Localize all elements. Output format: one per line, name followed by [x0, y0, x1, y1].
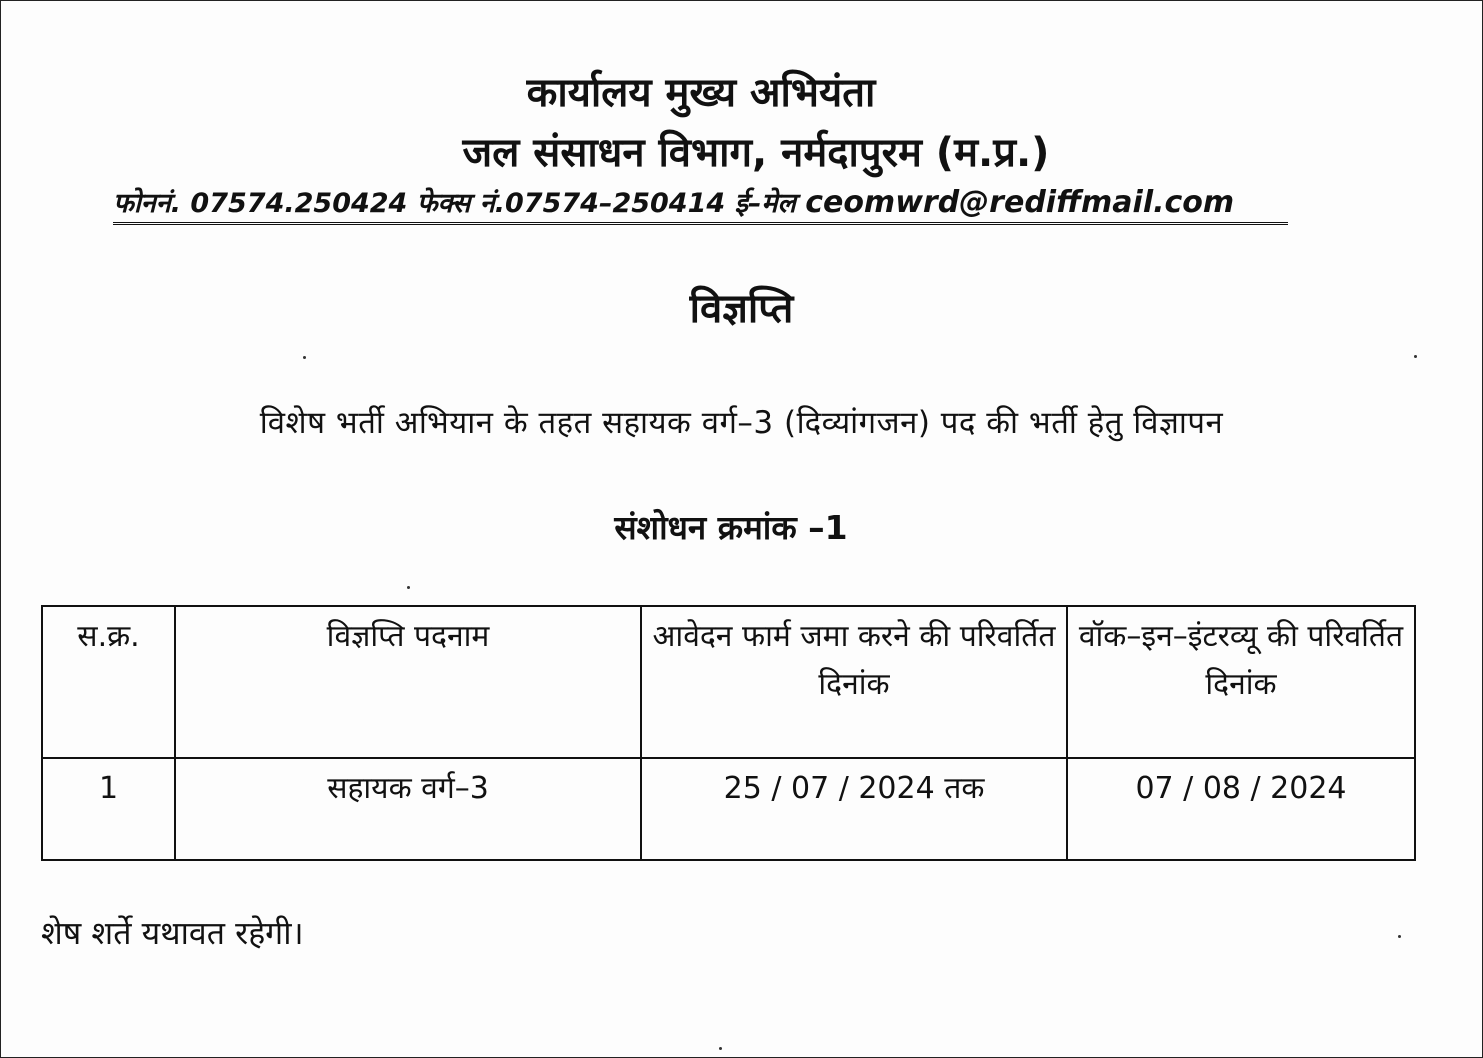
header-form-date: आवेदन फार्म जमा करने की परिवर्तित दिनांक [641, 606, 1067, 758]
revised-dates-table [41, 605, 1416, 861]
header-serial: स.क्र. [42, 606, 175, 758]
department-heading: जल संसाधन विभाग, नर्मदापुरम (म.प्र.) [462, 130, 1050, 176]
scan-speck [719, 1047, 722, 1050]
cell-post-name: सहायक वर्ग–3 [175, 758, 641, 860]
cell-interview-date: 07 / 08 / 2024 [1067, 758, 1415, 860]
header-post-name: विज्ञप्ति पदनाम [175, 606, 641, 758]
contact-line [113, 183, 1288, 225]
cell-form-date: 25 / 07 / 2024 तक [641, 758, 1067, 860]
amendment-number: संशोधन क्रमांक –1 [614, 508, 848, 547]
table-row [42, 758, 1415, 860]
notice-title: विज्ञप्ति [689, 286, 794, 332]
table-header-row [42, 606, 1415, 758]
notice-subject: विशेष भर्ती अभियान के तहत सहायक वर्ग–3 (दिव्यांगजन) पद की भर्ती हेतु विज्ञापन [259, 405, 1224, 441]
scan-speck [1414, 355, 1417, 358]
footer-note: शेष शर्ते यथावत रहेगी। [41, 914, 304, 952]
header-interview-date: वॉक–इन–इंटरव्यू की परिवर्तित दिनांक [1067, 606, 1415, 758]
cell-serial: 1 [42, 758, 175, 860]
scan-speck [303, 356, 306, 359]
email-address: ceomwrd@rediffmail.com [805, 185, 1235, 220]
scan-speck [407, 586, 410, 589]
office-heading: कार्यालय मुख्य अभियंता [526, 70, 876, 116]
contact-details: फोननं. 07574.250424 फेक्स नं.07574–250414 ई–मेल [113, 188, 796, 219]
scan-speck [1398, 935, 1401, 938]
